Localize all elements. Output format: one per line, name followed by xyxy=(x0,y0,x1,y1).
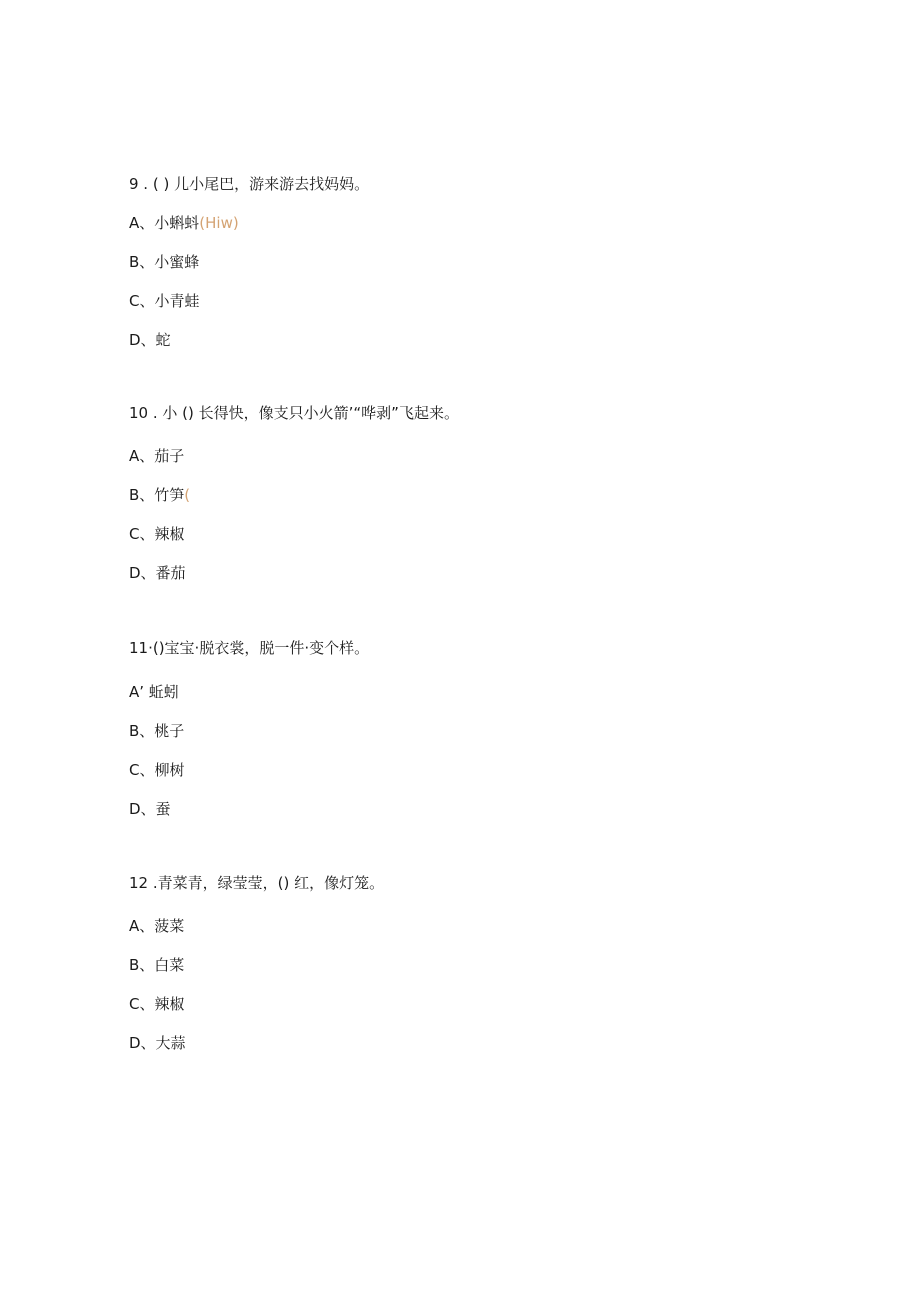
question-9-option-a xyxy=(129,213,239,233)
option-text: A、小蝌蚪 xyxy=(129,214,200,232)
option-note: ( xyxy=(184,486,191,504)
option-note: (Hiw) xyxy=(199,214,239,232)
question-10-option-a xyxy=(129,446,184,466)
question-10-text: 10 . 小 () 长得快，像支只小火箭’“哗剥”飞起来。 xyxy=(129,404,459,422)
question-9-stem xyxy=(129,174,369,194)
question-12-option-c xyxy=(129,994,184,1014)
question-12-text: 12 .青菜青，绿莹莹，() 红，像灯笼。 xyxy=(129,874,385,892)
option-text: D、番茄 xyxy=(129,564,186,582)
question-10-stem xyxy=(129,403,459,423)
option-text: D、蛇 xyxy=(129,331,171,349)
question-9-text: 9 . ( ) 儿小尾巴，游来游去找妈妈。 xyxy=(129,175,370,193)
option-text: D、大蒜 xyxy=(129,1034,186,1052)
question-12-stem xyxy=(129,873,384,893)
question-9-option-b xyxy=(129,252,199,272)
option-text: C、小青蛙 xyxy=(129,292,200,310)
question-10-option-d xyxy=(129,563,186,583)
question-12-option-a xyxy=(129,916,184,936)
option-text: A、菠菜 xyxy=(129,917,185,935)
question-11-option-b xyxy=(129,721,184,741)
option-text: C、柳树 xyxy=(129,761,185,779)
option-text: C、辣椒 xyxy=(129,525,185,543)
question-9-option-c xyxy=(129,291,199,311)
question-9-option-d xyxy=(129,330,171,350)
option-text: A’ 蚯蚓 xyxy=(129,683,179,701)
option-text: B、小蜜蜂 xyxy=(129,253,200,271)
option-text: A、茄子 xyxy=(129,447,185,465)
question-11-text: 11·()宝宝·脱衣裳，脱一件·变个样。 xyxy=(129,639,370,657)
question-10-option-c xyxy=(129,524,184,544)
option-text: B、桃子 xyxy=(129,722,185,740)
question-11-option-d xyxy=(129,799,171,819)
option-text: B、竹笋 xyxy=(129,486,185,504)
question-12-option-d xyxy=(129,1033,186,1053)
option-text: B、白菜 xyxy=(129,956,185,974)
question-10-option-b xyxy=(129,485,190,505)
question-11-option-c xyxy=(129,760,184,780)
option-text: C、辣椒 xyxy=(129,995,185,1013)
question-11-stem xyxy=(129,638,369,658)
question-11-option-a xyxy=(129,682,179,702)
question-12-option-b xyxy=(129,955,184,975)
option-text: D、蚕 xyxy=(129,800,171,818)
